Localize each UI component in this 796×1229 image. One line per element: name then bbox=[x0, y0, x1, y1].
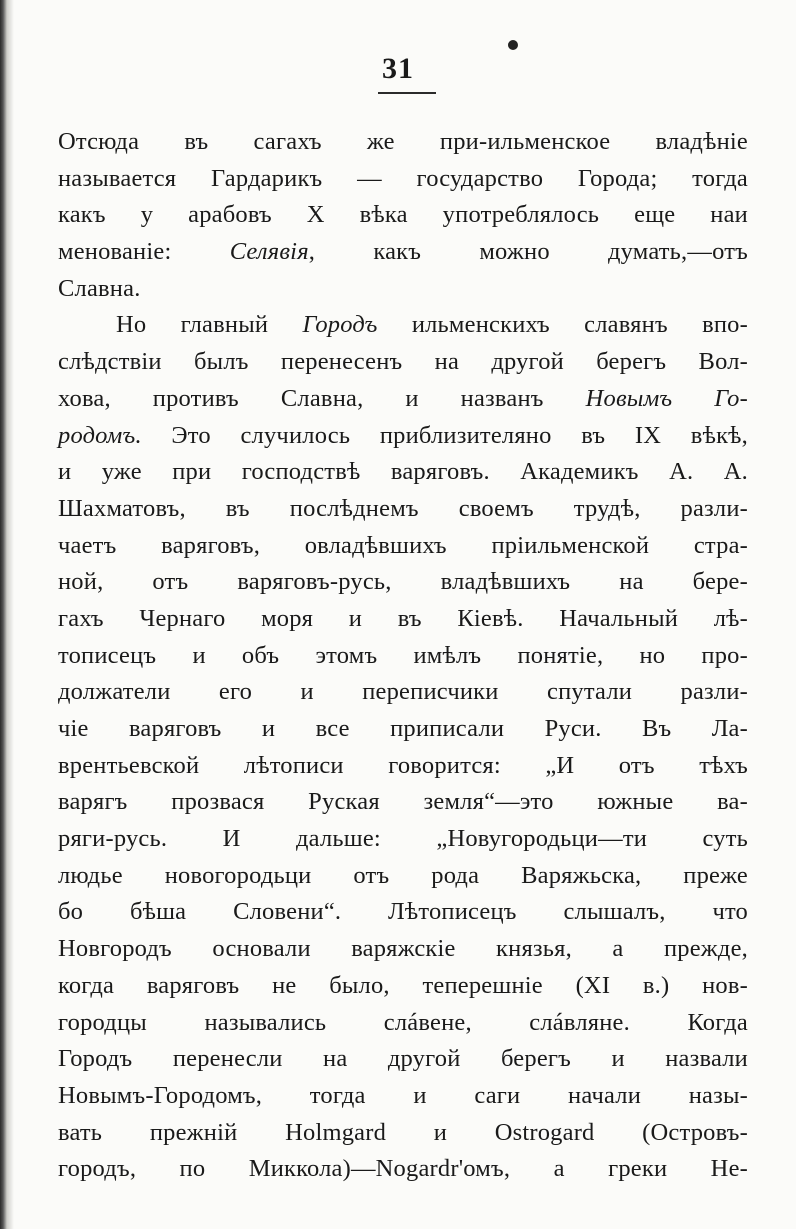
page-body-text bbox=[58, 124, 748, 1188]
text-line bbox=[58, 894, 748, 931]
text-segment: менованіе: bbox=[58, 238, 230, 266]
text-line bbox=[58, 491, 748, 528]
text-line bbox=[58, 307, 748, 344]
text-segment: хова, противъ Славна, и названъ bbox=[58, 384, 586, 412]
text-segment: ильменскихъ славянъ впо- bbox=[377, 311, 748, 339]
text-segment: Славна. bbox=[58, 274, 141, 302]
text-line bbox=[58, 161, 748, 198]
text-segment: какъ у арабовъ X вѣка употреблялось еще наи bbox=[58, 201, 748, 229]
text-line bbox=[58, 1041, 748, 1078]
text-segment: , какъ можно думать,—отъ bbox=[308, 238, 748, 266]
text-line bbox=[58, 381, 748, 418]
italic-text-segment: Селявія bbox=[229, 238, 309, 266]
text-segment: ной, отъ варяговъ-русь, владѣвшихъ на бере- bbox=[58, 568, 748, 596]
text-segment: тописецъ и объ этомъ имѣлъ понятіе, но про- bbox=[58, 641, 748, 669]
text-line bbox=[58, 1078, 748, 1115]
text-segment: должатели его и переписчики спутали разли- bbox=[58, 678, 748, 706]
text-segment: ряги-русь. И дальше: „Новугородьци—ти суть bbox=[58, 825, 748, 853]
text-line bbox=[58, 674, 748, 711]
text-segment: гахъ Чернаго моря и въ Кіевѣ. Начальный лѣ- bbox=[58, 604, 748, 632]
text-line bbox=[58, 858, 748, 895]
text-segment: варягъ прозвася Руская земля“—это южные ва- bbox=[58, 788, 748, 816]
text-line bbox=[58, 197, 748, 234]
text-segment: Но главный bbox=[116, 311, 303, 339]
text-segment: городъ, по Миккола)—Nogardr'омъ, а греки Не- bbox=[58, 1155, 748, 1183]
text-segment: вать прежній Holmgard и Ostrogard (Островъ- bbox=[58, 1118, 748, 1146]
text-line bbox=[58, 784, 748, 821]
text-segment: называется Гардарикъ — государство Города; тогда bbox=[58, 164, 748, 192]
text-segment: когда варяговъ не было, теперешніе (XI в.) нов- bbox=[58, 971, 748, 999]
text-line bbox=[58, 748, 748, 785]
text-line bbox=[58, 711, 748, 748]
text-segment: чіе варяговъ и все приписали Руси. Въ Ла- bbox=[58, 715, 748, 742]
text-segment: людье новогородьци отъ рода Варяжьска, преже bbox=[58, 861, 748, 889]
text-line bbox=[58, 821, 748, 858]
text-segment: врентьевской лѣтописи говорится: „И отъ тѣхъ bbox=[58, 751, 748, 779]
text-segment: городцы назывались слáвене, слáвляне. Когда bbox=[58, 1008, 748, 1036]
text-line bbox=[58, 601, 748, 638]
book-spine-edge bbox=[0, 0, 14, 1229]
italic-text-segment: родомъ. bbox=[58, 421, 142, 449]
text-line bbox=[58, 344, 748, 381]
text-segment: Шахматовъ, въ послѣднемъ своемъ трудѣ, разли- bbox=[58, 494, 748, 522]
text-segment: Отсюда въ сагахъ же при-ильменское владѣніе bbox=[58, 128, 748, 155]
text-segment: Новгородъ основали варяжскіе князья, а прежде, bbox=[58, 935, 748, 963]
text-segment: Это случилось приблизителяно въ IX вѣкѣ, bbox=[141, 421, 748, 449]
text-line bbox=[58, 564, 748, 601]
text-line bbox=[58, 418, 748, 455]
text-segment: Новымъ-Городомъ, тогда и саги начали назы- bbox=[58, 1081, 748, 1109]
page-number-rule bbox=[378, 92, 436, 94]
text-segment: и уже при господствѣ варяговъ. Академикъ А. А. bbox=[58, 458, 748, 486]
italic-text-segment: Новымъ Го- bbox=[585, 384, 748, 412]
text-segment: чаетъ варяговъ, овладѣвшихъ пріильменской стра- bbox=[58, 531, 748, 559]
text-line bbox=[58, 234, 748, 271]
text-line bbox=[58, 1115, 748, 1152]
text-segment: бо бѣша Словени“. Лѣтописецъ слышалъ, что bbox=[58, 898, 748, 926]
text-line bbox=[58, 124, 748, 161]
text-line bbox=[58, 1151, 748, 1188]
italic-text-segment: Городъ bbox=[302, 311, 378, 339]
text-line bbox=[58, 528, 748, 565]
text-line bbox=[58, 931, 748, 968]
ink-spot bbox=[508, 40, 518, 50]
text-line bbox=[58, 968, 748, 1005]
text-line bbox=[58, 1005, 748, 1042]
text-line bbox=[58, 271, 748, 308]
page-number: 31 bbox=[382, 52, 414, 85]
text-line bbox=[58, 454, 748, 491]
text-segment: слѣдствіи былъ перенесенъ на другой берегъ Вол- bbox=[58, 348, 748, 376]
text-segment: Городъ перенесли на другой берегъ и назвали bbox=[58, 1045, 748, 1073]
text-line bbox=[58, 638, 748, 675]
